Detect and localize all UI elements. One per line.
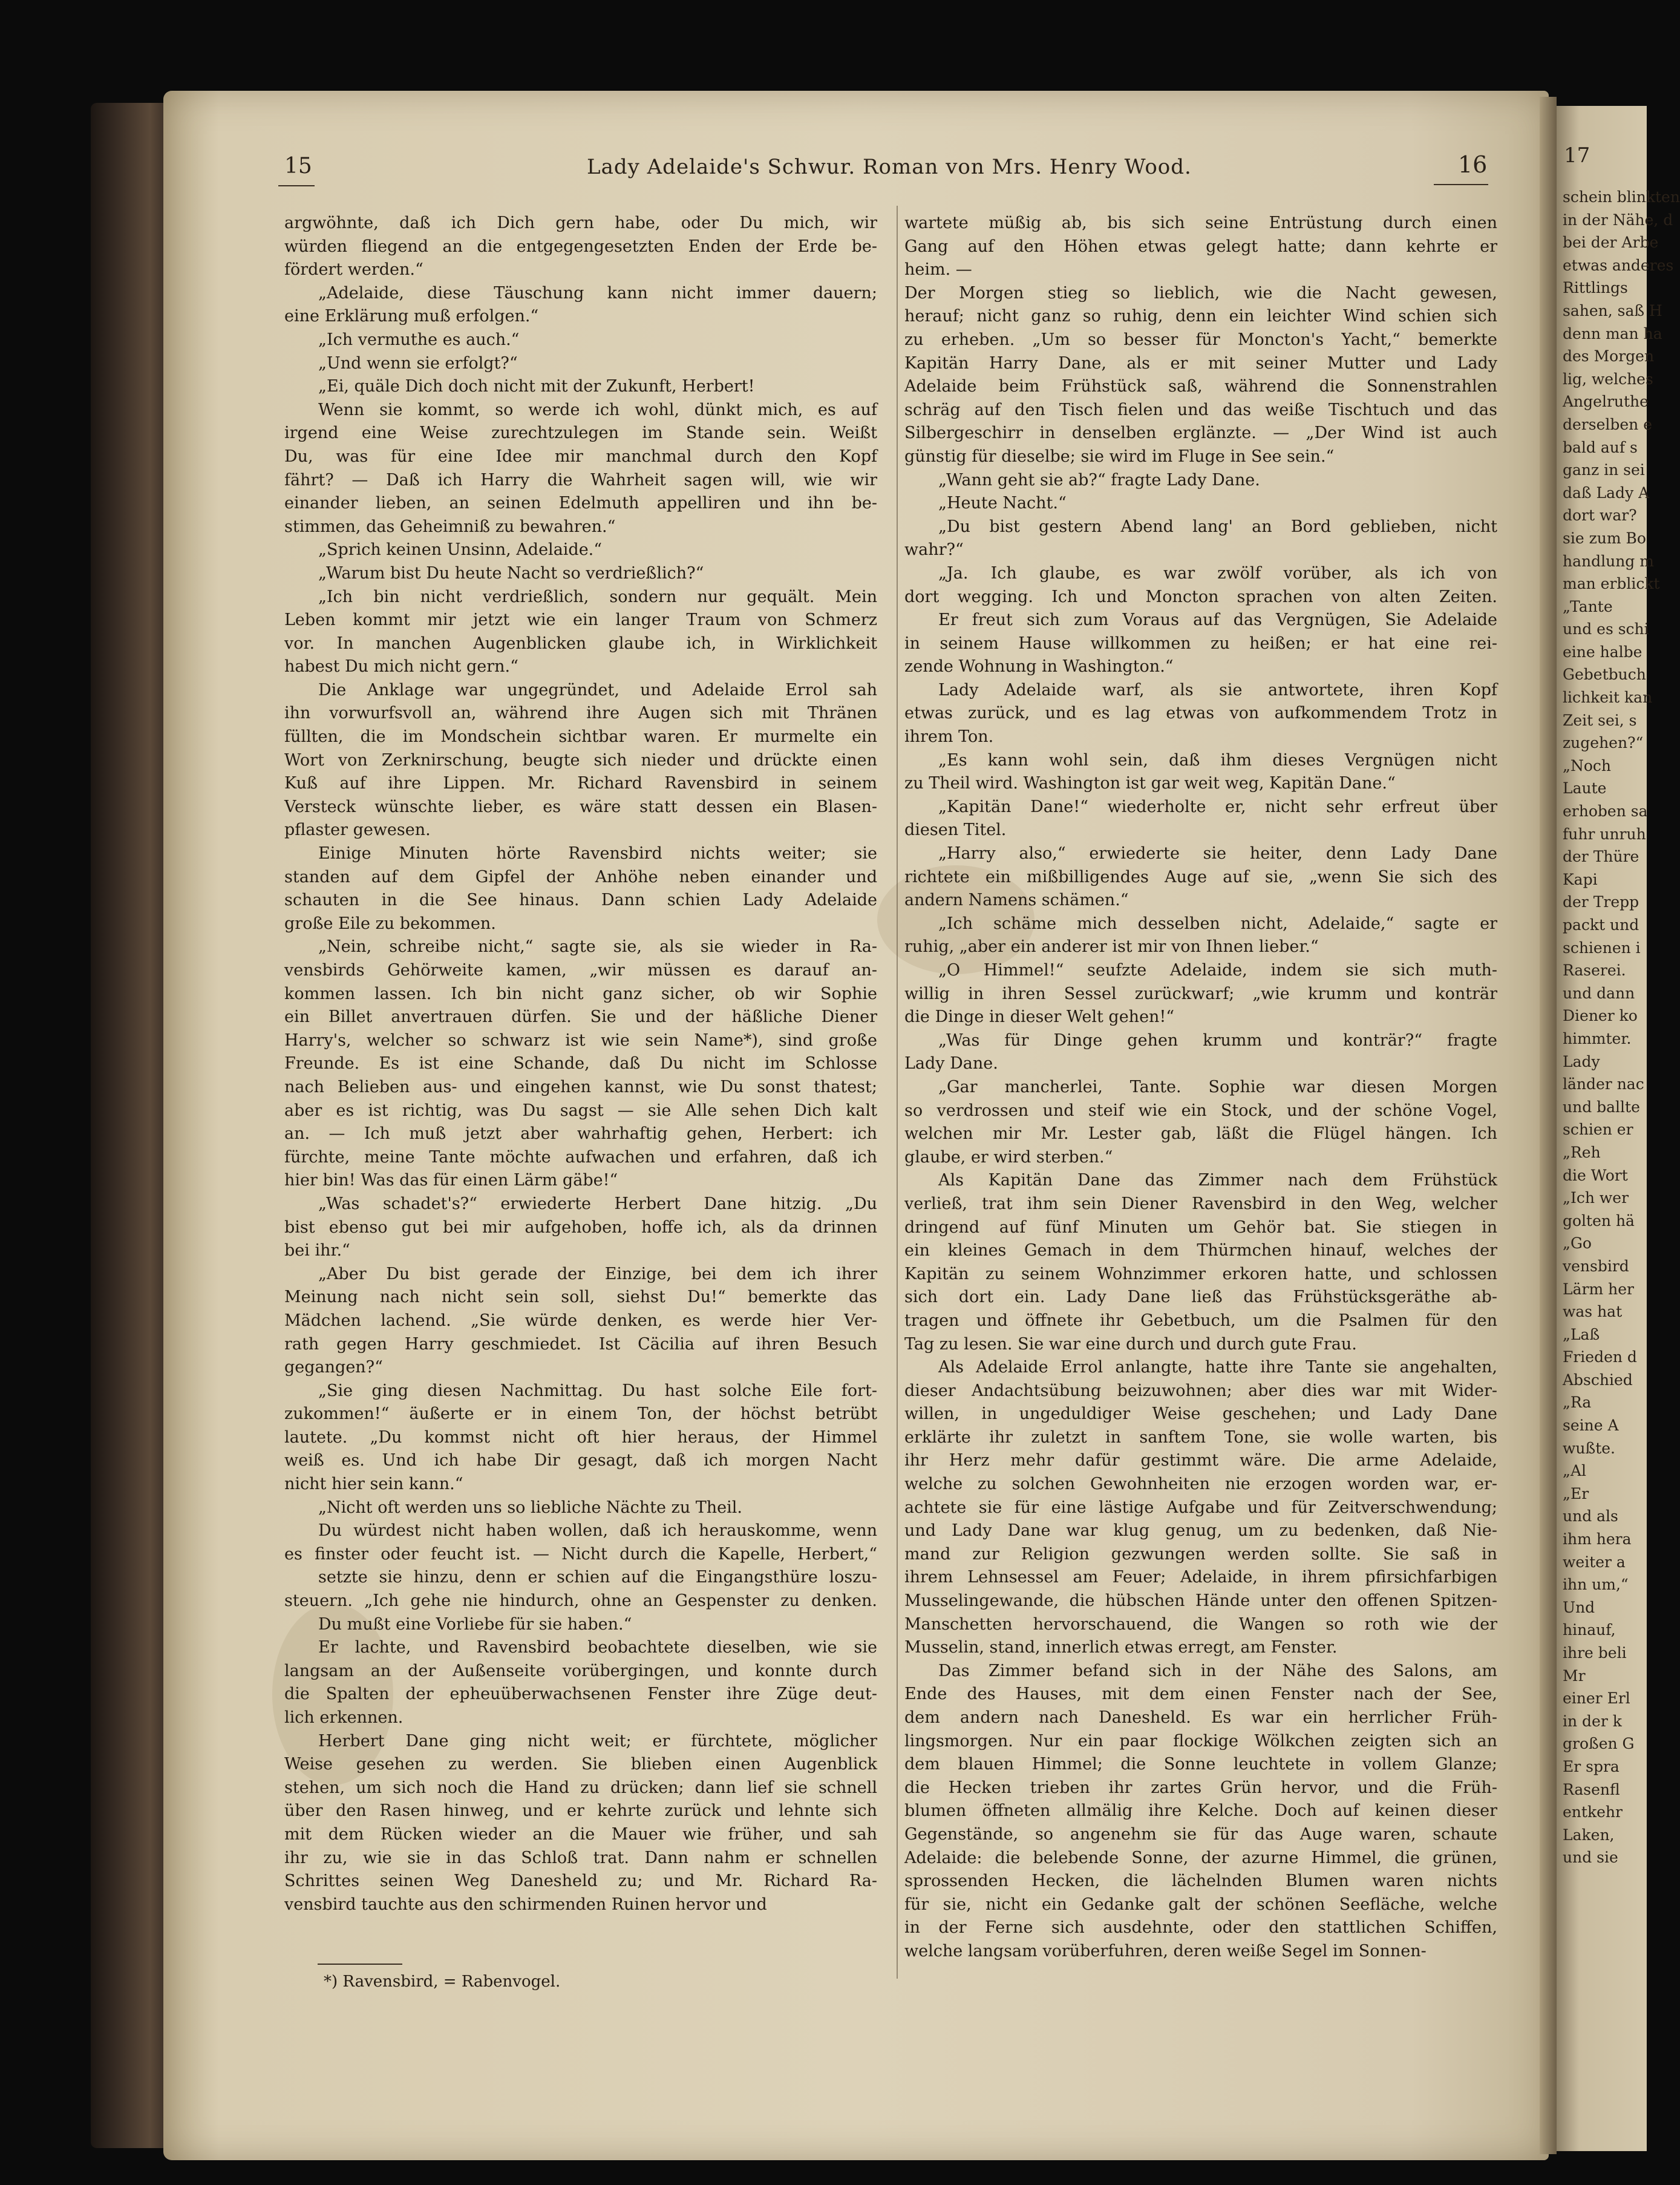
text-line: achtete sie für eine lästige Aufgabe und für Zeitverschwendung; — [904, 1498, 1497, 1517]
text-line: in der Ferne sich ausdehnte, oder den stattlichen Schiffen, — [904, 1918, 1497, 1938]
text-line: über den Rasen hinweg, und er kehrte zurück und lehnte sich — [284, 1801, 877, 1821]
text-line: Wenn sie kommt, so werde ich wohl, dünkt mich, es auf — [318, 400, 877, 419]
text-line: lich erkennen. — [284, 1708, 404, 1727]
next-page-line: sahen, saß H — [1563, 301, 1662, 319]
text-line: willig in ihren Sessel zurückwarf; „wie krumm und konträr — [904, 984, 1497, 1003]
text-line: bei ihr.“ — [284, 1241, 350, 1260]
next-page-line: „Ra — [1563, 1394, 1592, 1412]
next-page-line: länder nac — [1563, 1075, 1644, 1093]
text-line: sprossenden Hecken, die lächelnden Blumen waren nichts — [904, 1872, 1497, 1891]
text-line: Silbergeschirr in denselben erglänzte. — „Der Wind ist auch — [904, 424, 1497, 443]
text-line: ihr zu, wie sie in das Schloß trat. Dann nahm er schnellen — [284, 1848, 877, 1867]
text-line: Freunde. Es ist eine Schande, daß Du nicht im Schlosse — [284, 1054, 877, 1073]
next-page-line: etwas anderes — [1563, 256, 1674, 274]
page-number-underline — [278, 185, 315, 186]
next-page-line: „Laß — [1563, 1325, 1600, 1343]
text-line: dem blauen Himmel; die Sonne leuchtete in vollem Glanze; — [904, 1755, 1497, 1774]
text-line: glaube, er wird sterben.“ — [904, 1147, 1113, 1167]
text-line: Er freut sich zum Voraus auf das Vergnügen, Sie Adelaide — [938, 611, 1497, 630]
text-line: irgend eine Weise zurechtzulegen im Stande sein. Weißt — [284, 424, 877, 443]
text-line: willen, in ungeduldiger Weise geschehen; und Lady Dane — [904, 1404, 1497, 1424]
text-line: es finster oder feucht ist. — Nicht durch die Kapelle, Herbert,“ — [284, 1544, 877, 1564]
text-line: ihn vorwurfsvoll an, während ihre Augen sich mit Thränen — [284, 704, 877, 723]
text-line: große Eile zu bekommen. — [284, 914, 496, 933]
text-line: vensbird tauchte aus den schirmenden Ruinen hervor und — [284, 1895, 767, 1914]
text-line: verließ, trat ihm sein Diener Ravensbird in den Weg, welcher — [904, 1194, 1497, 1213]
text-line: Weise gesehen zu werden. Sie blieben einen Augenblick — [284, 1755, 877, 1774]
text-line: so verdrossen und steif wie ein Stock, und der schöne Vogel, — [904, 1101, 1497, 1120]
next-page-line: Angelruthe — [1563, 393, 1649, 411]
text-line: bist ebenso gut bei mir aufgehoben, hoffe ich, als da drinnen — [284, 1217, 877, 1237]
text-line: dieser Andachtsübung beizuwohnen; aber dies war mit Wider- — [904, 1381, 1497, 1400]
next-page-line: schien er — [1563, 1121, 1633, 1139]
next-page-line: Rasenfl — [1563, 1780, 1620, 1798]
text-line: schräg auf den Tisch fielen und das weiße Tischtuch und das — [904, 400, 1497, 419]
text-line: Adelaide beim Frühstück saß, während die Sonnenstrahlen — [904, 377, 1497, 396]
next-page-line: und dann — [1563, 984, 1635, 1002]
next-page-line: zugehen?“ — [1563, 734, 1644, 752]
text-line: hier bin! Was das für einen Lärm gäbe!“ — [284, 1171, 618, 1190]
next-page-line: lichkeit kan — [1563, 689, 1653, 707]
next-page-line: und als — [1563, 1507, 1618, 1525]
text-line: würden fliegend an die entgegengesetzten Enden der Erde be- — [284, 237, 877, 256]
text-line: Herbert Dane ging nicht weit; er fürchtete, möglicher — [318, 1731, 877, 1751]
text-line: weiß es. Und ich habe Dir gesagt, daß ich morgen Nacht — [284, 1451, 877, 1470]
text-line: „Kapitän Dane!“ wiederholte er, nicht sehr erfreut über — [938, 797, 1497, 816]
text-line: füllten, die im Mondschein sichtbar waren. Er murmelte ein — [284, 727, 877, 747]
text-line: Die Anklage war ungegründet, und Adelaide Errol sah — [318, 680, 877, 699]
text-line: „Es kann wohl sein, daß ihm dieses Vergnügen nicht — [938, 750, 1497, 770]
next-page-line: weiter a — [1563, 1553, 1626, 1571]
text-line: Er lachte, und Ravensbird beobachtete dieselben, wie sie — [318, 1638, 877, 1657]
text-line: Musselingewande, die hübschen Hände unter den offenen Spitzen- — [904, 1591, 1497, 1611]
running-head: Lady Adelaide's Schwur. Roman von Mrs. Henry Wood. — [587, 155, 1192, 179]
text-line: die Hecken trieben ihr zartes Grün hervor, und die Früh- — [904, 1778, 1497, 1797]
next-page-line: Diener ko — [1563, 1007, 1638, 1025]
text-line: „Warum bist Du heute Nacht so verdrießlich?“ — [318, 563, 704, 583]
text-line: und Lady Dane war klug genug, um zu bedenken, daß Nie- — [904, 1521, 1497, 1541]
text-line: zende Wohnung in Washington.“ — [904, 657, 1174, 676]
next-page-line: bei der Arbe — [1563, 234, 1659, 252]
text-line: stimmen, das Geheimniß zu bewahren.“ — [284, 517, 616, 536]
next-page-line: in der k — [1563, 1712, 1622, 1730]
text-line: „Wann geht sie ab?“ fragte Lady Dane. — [938, 470, 1260, 490]
text-line: „Was für Dinge gehen krumm und konträr?“ fragte — [938, 1030, 1497, 1050]
next-page-line: fuhr unruh — [1563, 825, 1646, 843]
text-line: dort wegging. Ich und Moncton sprachen von alten Zeiten. — [904, 587, 1497, 606]
text-line: welche langsam vorüberfuhren, deren weiße Segel im Sonnen- — [904, 1941, 1427, 1961]
next-page-lines — [1557, 186, 1680, 1869]
text-line: schauten in die See hinaus. Dann schien Lady Adelaide — [284, 891, 877, 910]
text-line: Kapitän zu seinem Wohnzimmer erkoren hatte, und schlossen — [904, 1264, 1497, 1283]
text-line: Der Morgen stieg so lieblich, wie die Nacht gewesen, — [904, 283, 1497, 303]
next-page-line: entkehr — [1563, 1803, 1623, 1821]
next-page-line: Gebetbuch — [1563, 666, 1646, 684]
text-line: eine Erklärung muß erfolgen.“ — [284, 307, 539, 326]
text-line: sich dort ein. Lady Dane ließ das Frühstücksgeräthe ab- — [904, 1288, 1497, 1307]
text-line: richtete ein mißbilligendes Auge auf sie, „wenn Sie sich des — [904, 867, 1497, 886]
next-page-line: was hat — [1563, 1303, 1623, 1321]
text-line: nach Belieben aus- und eingehen kannst, wie Du sonst thatest; — [284, 1077, 877, 1096]
next-page-line: seine A — [1563, 1417, 1619, 1435]
text-line: zukommen!“ äußerte er in einem Ton, der höchst betrübt — [284, 1404, 877, 1424]
text-line: steuern. „Ich gehe nie hindurch, ohne an Gespenster zu denken. — [284, 1591, 877, 1611]
next-page-line: hinauf, — [1563, 1621, 1616, 1639]
text-line: „Nicht oft werden uns so liebliche Nächte zu Theil. — [318, 1498, 742, 1517]
book-cover-edge — [91, 103, 175, 2148]
next-page-line: golten hä — [1563, 1211, 1635, 1230]
text-line: mit dem Rücken wieder an die Mauer wie früher, und sah — [284, 1824, 877, 1844]
text-line: dem andern nach Danesheld. Es war ein herrlicher Früh- — [904, 1708, 1497, 1727]
text-line: Als Kapitän Dane das Zimmer nach dem Frühstück — [938, 1171, 1497, 1190]
text-line: ihrem Lehnsessel am Feuer; Adelaide, in ihrem pfirsichfarbigen — [904, 1568, 1497, 1587]
next-page-line: Laken, — [1563, 1826, 1615, 1844]
text-line: aber es ist richtig, was Du sagst — sie Alle sehen Dich kalt — [284, 1101, 877, 1120]
next-page-line: „Al — [1563, 1462, 1587, 1480]
text-line: „Was schadet's?“ erwiederte Herbert Dane hitzig. „Du — [318, 1194, 877, 1213]
next-page-number: 17 — [1564, 143, 1590, 168]
next-page-line: in der Nähe, d — [1563, 211, 1673, 229]
text-line: nicht hier sein kann.“ — [284, 1475, 463, 1494]
next-page-line: Und — [1563, 1598, 1595, 1616]
text-line: „Gar mancherlei, Tante. Sophie war diesen Morgen — [938, 1077, 1497, 1096]
text-line: fährt? — Daß ich Harry die Wahrheit sagen will, wie wir — [284, 470, 877, 490]
text-line: die Spalten der epheuüberwachsenen Fenster ihre Züge deut- — [284, 1685, 877, 1704]
text-line: etwas zurück, und es lag etwas von aufkommendem Trotz in — [904, 704, 1497, 723]
next-page-line: „Go — [1563, 1234, 1592, 1253]
text-column-right — [904, 212, 1497, 1964]
text-line: langsam an der Außenseite vorübergingen, und konnte durch — [284, 1661, 877, 1680]
next-page-line: dort war? — [1563, 506, 1637, 525]
text-line: zu Theil wird. Washington ist gar weit weg, Kapitän Dane.“ — [904, 774, 1396, 793]
text-line: erklärte ihr zuletzt in sanftem Tone, sie wolle warten, bis — [904, 1427, 1497, 1447]
next-page-line: ihre beli — [1563, 1644, 1627, 1662]
text-line: vor. In manchen Augenblicken glaube ich, in Wirklichkeit — [284, 634, 877, 653]
next-page-line: und ballte — [1563, 1098, 1640, 1116]
text-line: Leben kommt mir jetzt wie ein langer Traum von Schmerz — [284, 611, 877, 630]
next-page-line: „Noch — [1563, 756, 1611, 775]
text-line: die Dinge in dieser Welt gehen!“ — [904, 1007, 1175, 1027]
text-line: ein kleines Gemach in dem Thürmchen hinauf, welches der — [904, 1241, 1497, 1260]
text-line: „Ja. Ich glaube, es war zwölf vorüber, als ich von — [938, 563, 1497, 583]
text-line: Einige Minuten hörte Ravensbird nichts weiter; sie — [318, 844, 877, 863]
text-line: argwöhnte, daß ich Dich gern habe, oder Du mich, wir — [284, 214, 877, 232]
text-line: wartete müßig ab, bis sich seine Entrüstung durch einen — [904, 214, 1497, 232]
text-line: wahr?“ — [904, 540, 964, 560]
next-page-line: daß Lady A — [1563, 483, 1650, 502]
text-line: Lady Adelaide warf, als sie antwortete, ihren Kopf — [938, 680, 1497, 699]
text-line: lingsmorgen. Nur ein paar flockige Wölkchen zeigten sich an — [904, 1731, 1497, 1751]
next-page-line: Mr — [1563, 1666, 1586, 1685]
text-line: Harry's, welcher so schwarz ist wie sein Name*), sind große — [284, 1030, 877, 1050]
next-page-line: Rittlings — [1563, 279, 1628, 297]
text-line: „Harry also,“ erwiederte sie heiter, denn Lady Dane — [938, 844, 1497, 863]
next-page-line: eine halbe — [1563, 643, 1642, 661]
text-line: Du, was für eine Idee mir manchmal durch den Kopf — [284, 447, 877, 466]
text-line: welchen mir Mr. Lester gab, läßt die Flügel hängen. Ich — [904, 1124, 1497, 1144]
text-line: diesen Titel. — [904, 821, 1007, 840]
text-line: „Aber Du bist gerade der Einzige, bei dem ich ihrer — [318, 1264, 877, 1283]
next-page-line: handlung m — [1563, 552, 1654, 570]
next-page-line: und sie — [1563, 1849, 1618, 1867]
text-line: rath gegen Harry geschmiedet. Ist Cäcilia auf ihren Besuch — [284, 1334, 877, 1354]
next-page-line: ihm hera — [1563, 1530, 1632, 1548]
next-page-line: ganz in sei — [1563, 461, 1645, 479]
text-line: standen auf dem Gipfel der Anhöhe neben einander und — [284, 867, 877, 886]
footnote: *) Ravensbird, = Rabenvogel. — [324, 1973, 561, 1991]
text-line: Kapitän Harry Dane, als er mit seiner Mutter und Lady — [904, 353, 1497, 373]
next-page-line: der Thüre — [1563, 848, 1639, 866]
text-line: andern Namens schämen.“ — [904, 891, 1129, 910]
text-line: „O Himmel!“ seufzte Adelaide, indem sie sich muth- — [938, 961, 1497, 980]
text-line: Gegenstände, so angenehm sie für das Auge waren, schaute — [904, 1824, 1497, 1844]
next-page-line: Raserei. — [1563, 961, 1626, 980]
next-page-line: die Wort — [1563, 1166, 1628, 1184]
next-page-line: Lady — [1563, 1052, 1600, 1070]
next-page-line: Frieden d — [1563, 1348, 1637, 1366]
text-line: welche zu solchen Gewohnheiten nie erzogen worden war, er- — [904, 1475, 1497, 1494]
text-line: „Nein, schreibe nicht,“ sagte sie, als sie wieder in Ra- — [318, 937, 877, 957]
text-line: „Sie ging diesen Nachmittag. Du hast solche Eile fort- — [318, 1381, 877, 1400]
text-line: Ende des Hauses, mit dem einen Fenster nach der See, — [904, 1685, 1497, 1704]
text-line: Versteck wünschte lieber, es wäre statt dessen ein Blasen- — [284, 797, 877, 816]
text-line: einander lieben, an seinen Edelmuth appelliren und ihn be- — [284, 494, 877, 513]
next-page-line: und es schi — [1563, 620, 1649, 638]
next-page-line: Kapi — [1563, 870, 1598, 888]
column-divider — [897, 206, 898, 1979]
text-line: ein Billet anvertrauen dürfen. Sie und der häßliche Diener — [284, 1007, 877, 1027]
text-line: blumen öffneten allmälig ihre Kelche. Doch auf keinen dieser — [904, 1801, 1497, 1821]
next-page-line: vensbird — [1563, 1257, 1629, 1275]
text-line: Lady Dane. — [904, 1054, 998, 1073]
next-page-line: Zeit sei, s — [1563, 711, 1637, 729]
text-line: zu erheben. „Um so besser für Moncton's Yacht,“ bemerkte — [904, 330, 1497, 349]
footnote-rule — [318, 1964, 402, 1965]
next-page-line: man erblickt — [1563, 575, 1660, 593]
text-column-left — [284, 212, 877, 1916]
next-page-line: des Morgen — [1563, 347, 1655, 365]
page-number-right: 16 — [1458, 151, 1488, 178]
text-line: „Sprich keinen Unsinn, Adelaide.“ — [318, 540, 603, 560]
text-line: Musselin, stand, innerlich etwas erregt, am Fenster. — [904, 1638, 1338, 1657]
next-page-line: Er spra — [1563, 1757, 1620, 1775]
text-line: Du mußt eine Vorliebe für sie haben.“ — [318, 1614, 632, 1634]
text-line: habest Du mich nicht gern.“ — [284, 657, 518, 676]
next-page-line: sie zum Bo — [1563, 529, 1646, 547]
text-line: Du würdest nicht haben wollen, daß ich herauskomme, wenn — [318, 1521, 877, 1541]
text-line: „Du bist gestern Abend lang' an Bord geblieben, nicht — [938, 517, 1497, 536]
text-line: lautete. „Du kommst nicht oft hier heraus, der Himmel — [284, 1427, 877, 1447]
text-line: fördert werden.“ — [284, 260, 423, 280]
text-line: Schrittes seinen Weg Danesheld zu; und Mr. Richard Ra- — [284, 1872, 877, 1891]
next-page-line: schienen i — [1563, 939, 1641, 957]
text-line: kommen lassen. Ich bin nicht ganz sicher, ob wir Sophie — [284, 984, 877, 1003]
text-line: dringend auf fünf Minuten um Gehör bat. Sie stiegen in — [904, 1217, 1497, 1237]
text-line: tragen und öffnete ihr Gebetbuch, um die Psalmen für den — [904, 1311, 1497, 1330]
text-line: fürchte, meine Tante möchte aufwachen und erfahren, daß ich — [284, 1147, 877, 1167]
next-page-line: packt und — [1563, 916, 1639, 934]
text-line: an. — Ich muß jetzt aber wahrhaftig gehen, Herbert: ich — [284, 1124, 877, 1144]
next-page-line: himmter. — [1563, 1029, 1632, 1047]
text-line: ruhig, „aber ein anderer ist mir von Ihnen lieber.“ — [904, 937, 1319, 957]
text-line: setzte sie hinzu, denn er schien auf die Eingangsthüre loszu- — [318, 1568, 877, 1587]
text-line: „Ich vermuthe es auch.“ — [318, 330, 520, 349]
text-line: Wort von Zerknirschung, beugte sich nieder und drückte einen — [284, 750, 877, 770]
text-line: Das Zimmer befand sich in der Nähe des Salons, am — [938, 1661, 1497, 1680]
text-line: „Adelaide, diese Täuschung kann nicht immer dauern; — [318, 283, 877, 303]
text-line: Kuß auf ihre Lippen. Mr. Richard Ravensbird in seinem — [284, 774, 877, 793]
next-page-line: erhoben sa — [1563, 802, 1648, 821]
text-line: Tag zu lesen. Sie war eine durch und durch gute Frau. — [904, 1334, 1357, 1354]
text-line: Mädchen lachend. „Sie würde denken, es werde hier Ver- — [284, 1311, 877, 1330]
text-line: vensbirds Gehörweite kamen, „wir müssen es darauf an- — [284, 961, 877, 980]
next-page-line: „Reh — [1563, 1143, 1601, 1161]
next-page-line: großen G — [1563, 1735, 1635, 1753]
next-page-fragment — [1557, 106, 1680, 2151]
text-line: pflaster gewesen. — [284, 821, 431, 840]
text-line: „Und wenn sie erfolgt?“ — [318, 353, 518, 373]
text-line: Adelaide: die belebende Sonne, der azurne Himmel, die grünen, — [904, 1848, 1497, 1867]
next-page-line: wußte. — [1563, 1439, 1615, 1457]
next-page-line: derselben e — [1563, 415, 1653, 433]
next-page-line: ihn um,“ — [1563, 1576, 1629, 1594]
text-line: günstig für dieselbe; sie wird im Fluge in See sein.“ — [904, 447, 1335, 466]
text-line: mand zur Religion gezwungen werden sollte. Sie saß in — [904, 1544, 1497, 1564]
text-line: Meinung nach nicht sein soll, siehst Du!“ bemerkte das — [284, 1288, 877, 1307]
next-page-line: der Trepp — [1563, 893, 1639, 911]
next-page-line: lig, welches — [1563, 370, 1653, 388]
next-page-line: schein blinkten — [1563, 188, 1680, 206]
next-page-line: Abschied — [1563, 1371, 1633, 1389]
page-number-left: 15 — [284, 154, 312, 179]
text-line: Als Adelaide Errol anlangte, hatte ihre Tante sie angehalten, — [938, 1358, 1497, 1377]
text-line: stehen, um sich noch die Hand zu drücken; dann lief sie schnell — [284, 1778, 877, 1797]
text-line: in seinem Hause willkommen zu heißen; er hat eine rei- — [904, 634, 1497, 653]
text-line: „Ich bin nicht verdrießlich, sondern nur gequält. Mein — [318, 587, 877, 606]
text-line: „Ich schäme mich desselben nicht, Adelaide,“ sagte er — [938, 914, 1497, 933]
next-page-line: „Tante — [1563, 597, 1613, 615]
text-line: ihr Herz mehr dafür gestimmt wäre. Die arme Adelaide, — [904, 1451, 1497, 1470]
next-page-line: Lärm her — [1563, 1280, 1634, 1298]
next-page-line: bald auf s — [1563, 438, 1638, 456]
text-line: für sie, nicht ein Gedanke galt der schönen Seefläche, welche — [904, 1895, 1497, 1914]
text-line: Manschetten hervorschauend, die Wangen so roth wie der — [904, 1614, 1497, 1634]
text-line: herauf; nicht ganz so ruhig, denn ein leichter Wind schien sich — [904, 307, 1497, 326]
text-line: heim. — — [904, 260, 972, 280]
text-line: „Heute Nacht.“ — [938, 494, 1067, 513]
next-page-line: „Ich wer — [1563, 1189, 1629, 1207]
next-page-line: einer Erl — [1563, 1689, 1630, 1708]
next-page-line: denn man ha — [1563, 324, 1662, 342]
text-line: „Ei, quäle Dich doch nicht mit der Zukunft, Herbert! — [318, 377, 755, 396]
text-line: Gang auf den Höhen etwas gelegt hatte; dann kehrte er — [904, 237, 1497, 256]
next-page-line: „Er — [1563, 1484, 1589, 1502]
page-header — [200, 151, 1494, 188]
page-number-underline — [1434, 184, 1488, 185]
page-edge — [1540, 97, 1557, 2154]
next-page-line: Laute — [1563, 779, 1607, 798]
text-line: ihrem Ton. — [904, 727, 994, 747]
text-line: gegangen?“ — [284, 1358, 383, 1377]
